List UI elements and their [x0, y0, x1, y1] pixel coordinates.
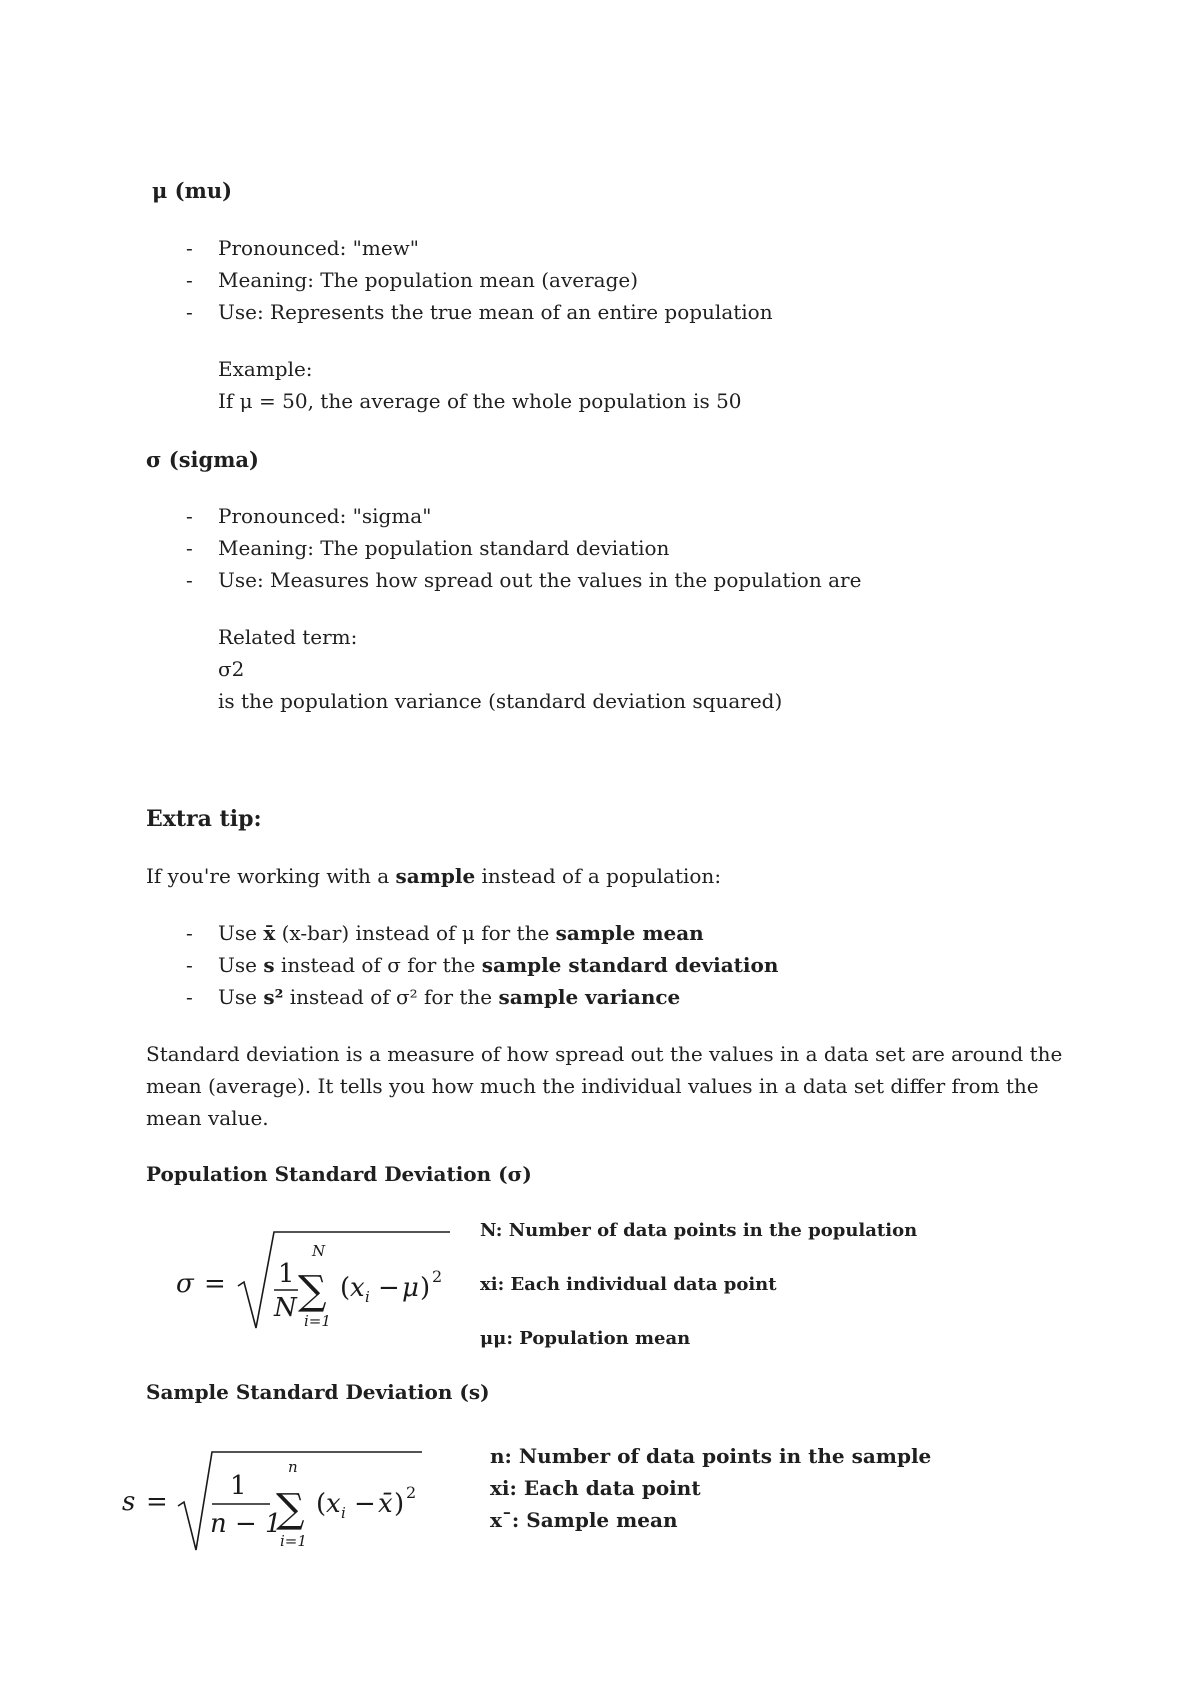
population-legend-n: N: Number of data points in the population [480, 1220, 918, 1241]
term-close-paren: ) [420, 1273, 431, 1303]
extra-tip-bullet-variance [218, 985, 680, 1009]
term-minus: − [378, 1273, 400, 1303]
sigma-related-text: is the population variance (standard deviation squared) [218, 689, 783, 713]
bullet-dash: - [186, 985, 193, 1009]
bullet-symbol: s² [263, 985, 284, 1009]
bullet-text: Use [218, 921, 264, 945]
sum-lower-limit: i=1 [304, 1312, 331, 1330]
population-legend-mu: μμ: Population mean [480, 1328, 691, 1349]
extra-tip-intro [146, 864, 721, 888]
mu-bullet-use: Use: Represents the true mean of an entire population [218, 300, 773, 324]
bullet-term: sample standard deviation [481, 953, 779, 977]
mu-example-label: Example: [218, 357, 313, 381]
bullet-dash: - [186, 268, 193, 292]
bullet-dash: - [186, 568, 193, 592]
bullet-dash: - [186, 504, 193, 528]
formula-denominator: N [274, 1293, 297, 1323]
bullet-text: Use [218, 953, 264, 977]
bullet-term: sample variance [498, 985, 681, 1009]
mu-bullet-meaning: Meaning: The population mean (average) [218, 268, 639, 292]
sample-sd-formula-svg [112, 1442, 432, 1562]
term-subscript: i [341, 1504, 346, 1522]
term-minus: − [354, 1489, 376, 1519]
bullet-dash: - [186, 300, 193, 324]
sigma-bullet-meaning: Meaning: The population standard deviation [218, 536, 670, 560]
term-open-paren: ( [340, 1273, 351, 1303]
term-mu: μ [402, 1273, 419, 1303]
mu-example-text: If μ = 50, the average of the whole population is 50 [218, 389, 742, 413]
formula-numerator: 1 [278, 1259, 295, 1289]
extra-tip-bullet-mean [218, 921, 704, 945]
extra-tip-heading: Extra tip: [146, 806, 262, 832]
mu-heading: μ (mu) [152, 178, 233, 203]
bullet-symbol: x̄ [263, 921, 276, 945]
formula-equals: = [146, 1487, 168, 1517]
sum-upper-limit: N [312, 1242, 326, 1260]
bullet-dash: - [186, 953, 193, 977]
formula-denominator: n − 1 [210, 1509, 282, 1539]
formula-numerator: 1 [230, 1471, 247, 1501]
term-xbar: x̄ [378, 1489, 393, 1519]
term-x: x [326, 1489, 341, 1519]
population-sd-formula [170, 1222, 460, 1342]
sum-upper-limit: n [288, 1458, 298, 1476]
sigma-bullet-pronounced: Pronounced: "sigma" [218, 504, 432, 528]
formula-lhs: s [122, 1487, 136, 1517]
formula-lhs: σ [176, 1269, 194, 1299]
sample-legend-xbar: x¯: Sample mean [490, 1508, 678, 1532]
bullet-dash: - [186, 921, 193, 945]
bullet-text: Use [218, 985, 264, 1009]
sample-sd-heading: Sample Standard Deviation (s) [146, 1380, 490, 1404]
mu-bullet-pronounced: Pronounced: "mew" [218, 236, 419, 260]
population-sd-heading: Population Standard Deviation (σ) [146, 1162, 532, 1186]
term-x: x [350, 1273, 365, 1303]
bullet-text: (x-bar) instead of μ for the [275, 921, 556, 945]
intro-text-after: instead of a population: [475, 864, 722, 888]
bullet-term: sample mean [555, 921, 704, 945]
bullet-text: instead of σ² for the [283, 985, 499, 1009]
sample-legend-xi: xi: Each data point [490, 1476, 701, 1500]
population-legend-xi: xi: Each individual data point [480, 1274, 777, 1295]
term-close-paren: ) [394, 1489, 405, 1519]
sd-definition-paragraph: Standard deviation is a measure of how spread out the values in a data set are around the mean (average). It tells you how much the individual values in a data set differ from the mean value. [146, 1042, 1063, 1130]
sigma-related-symbol: σ2 [218, 657, 245, 681]
term-exponent: 2 [432, 1267, 443, 1286]
sample-legend-n: n: Number of data points in the sample [490, 1444, 932, 1468]
bullet-text: instead of σ for the [274, 953, 482, 977]
bullet-symbol: s [263, 953, 275, 977]
bullet-dash: - [186, 536, 193, 560]
sigma-related-label: Related term: [218, 625, 358, 649]
intro-text-before: If you're working with a [146, 864, 396, 888]
sum-symbol: ∑ [298, 1268, 327, 1314]
intro-text-bold: sample [395, 864, 476, 888]
term-exponent: 2 [406, 1483, 417, 1502]
sum-symbol: ∑ [276, 1486, 305, 1532]
sigma-heading: σ (sigma) [146, 447, 259, 472]
sigma-bullet-use: Use: Measures how spread out the values in the population are [218, 568, 862, 592]
formula-equals: = [204, 1269, 226, 1299]
sample-sd-formula [112, 1442, 432, 1562]
population-sd-formula-svg [170, 1222, 460, 1342]
bullet-dash: - [186, 236, 193, 260]
term-subscript: i [365, 1288, 370, 1306]
extra-tip-bullet-sd [218, 953, 778, 977]
sum-lower-limit: i=1 [280, 1532, 307, 1550]
term-open-paren: ( [316, 1489, 327, 1519]
